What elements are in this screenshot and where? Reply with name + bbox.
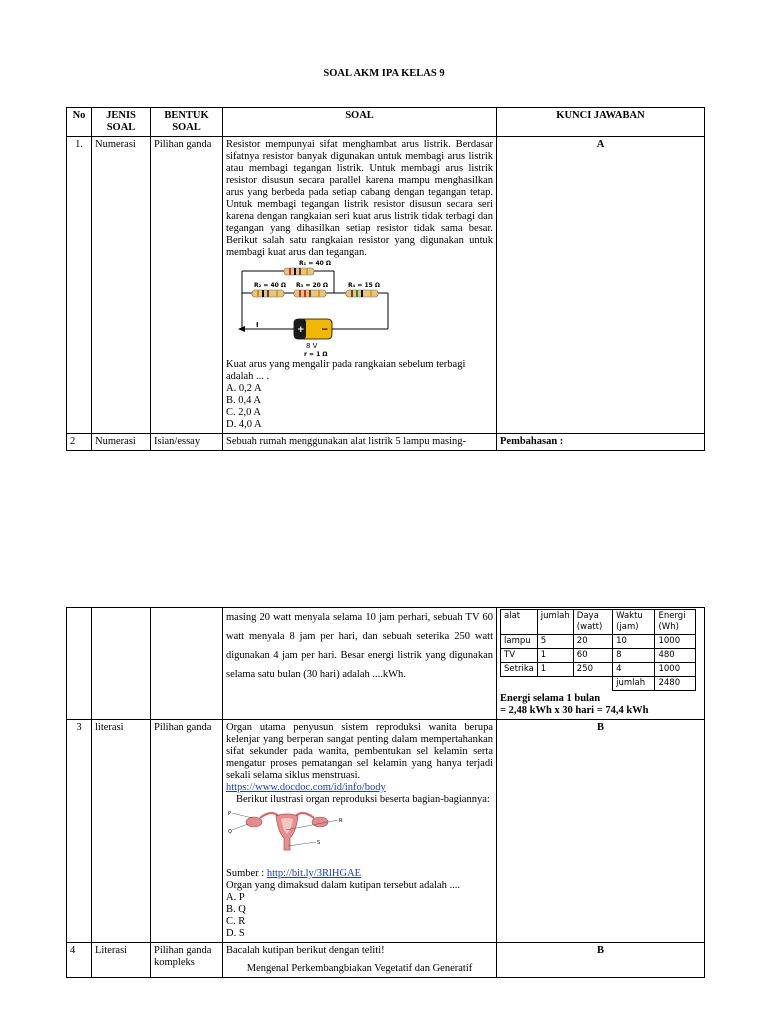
q3-option-a: A. P [226, 892, 245, 903]
label-r: R [339, 818, 343, 824]
table-row [67, 434, 705, 451]
label-s: S [317, 840, 321, 846]
q2-no: 2 [67, 434, 92, 451]
energy-table-header: alat jumlah Daya (watt) Waktu (jam) Energi (Wh) [501, 610, 696, 635]
table-row [67, 137, 705, 434]
label-r1: R₁ = 40 Ω [299, 260, 331, 267]
q3-link[interactable]: https://www.docdoc.com/id/info/body [226, 782, 386, 793]
q3-bentuk: Pilihan ganda [151, 720, 223, 943]
question-table-page-1 [66, 107, 705, 451]
header-kunci: KUNCI JAWABAN [497, 108, 705, 137]
q1-option-b: B. 0,4 A [226, 395, 262, 406]
energy-table [500, 609, 696, 691]
q3-source-link[interactable]: http://bit.ly/3RlHGAE [266, 868, 362, 879]
q4-subtitle: Mengenal Perkembangbiakan Vegetatif dan Generatif [246, 963, 473, 974]
q2-jenis: Numerasi [92, 434, 151, 451]
q3-option-d: D. S [226, 928, 245, 939]
q4-answer: B [497, 943, 705, 978]
header-jenis: JENIS SOAL [92, 108, 151, 137]
label-r2: R₂ = 40 Ω [254, 282, 286, 289]
page-title: SOAL AKM IPA KELAS 9 [323, 68, 445, 79]
question-table-page-2 [66, 607, 705, 978]
label-minus: − [321, 325, 329, 335]
q1-option-d: D. 4,0 A [226, 419, 262, 430]
q4-soal [223, 943, 497, 978]
circuit-diagram [228, 259, 398, 359]
label-current: I [256, 321, 259, 329]
q2-explanation [497, 608, 705, 720]
q2-bentuk: Isian/essay [151, 434, 223, 451]
energy-table-row: lampu 5 20 10 1000 [501, 635, 696, 649]
label-voltage: 8 V [306, 342, 318, 350]
q2-pembahasan: Pembahasan : [497, 434, 705, 451]
q3-option-b: B. Q [226, 904, 246, 915]
table-row [67, 943, 705, 978]
q1-no: 1. [67, 137, 92, 434]
reproductive-organ-illustration [228, 806, 348, 858]
table-row [67, 720, 705, 943]
header-bentuk: BENTUK SOAL [151, 108, 223, 137]
q4-no: 4 [67, 943, 92, 978]
table-row [67, 608, 705, 720]
q1-bentuk: Pilihan ganda [151, 137, 223, 434]
q1-answer: A [497, 137, 705, 434]
q4-bentuk: Pilihan ganda kompleks [151, 943, 223, 978]
energy-line-2: = 2,48 kWh x 30 hari = 74,4 kWh [500, 705, 649, 716]
q3-text2: Berikut ilustrasi organ reproduksi beserta bagian-bagiannya: [236, 794, 490, 805]
q2-text-start: Sebuah rumah menggunakan alat listrik 5 lampu masing- [223, 434, 497, 451]
q3-text: Organ utama penyusun sistem reproduksi wanita berupa kelenjar yang berperan sangat penting dalam mempertahankan sifat sekunder pada wanita, pembentukan sel kelamin serta mengatur proses pematangan sel kelamin yang hanya terjadi sekali selama siklus menstruasi. [226, 722, 493, 781]
q3-question: Organ yang dimaksud dalam kutipan tersebut adalah .... [226, 880, 460, 891]
q3-option-c: C. R [226, 916, 246, 927]
q3-jenis: literasi [92, 720, 151, 943]
label-r4: R₄ = 15 Ω [348, 282, 380, 289]
q1-option-c: C. 2,0 A [226, 407, 262, 418]
label-plus: + [297, 325, 305, 335]
header-soal: SOAL [223, 108, 497, 137]
label-q: Q [228, 829, 232, 835]
header-no: No [67, 108, 92, 137]
q3-soal [223, 720, 497, 943]
label-r3: R₃ = 20 Ω [296, 282, 328, 289]
q1-jenis: Numerasi [92, 137, 151, 434]
energy-line-1: Energi selama 1 bulan [500, 693, 601, 704]
energy-table-row: Setrika 1 250 4 1000 [501, 663, 696, 677]
q1-soal [223, 137, 497, 434]
q3-source-label: Sumber : [226, 868, 267, 879]
q1-text: Resistor mempunyai sifat menghambat arus listrik. Berdasar sifatnya resistor banyak digunakan untuk membagi arus listrik atau membagi tegangan listrik. Untuk membagi arus listrik resistor disusun secara parallel karena mampu menghasilkan arus yang berbeda pada setiap cabang dengan tegangan tetap. Untuk membagi tegangan listrik resistor disusun secara seri karena dengan rangkaian seri kuat arus listrik tidak terbagi dan tegangan yang dihasilkan setiap resistor tidak sama besar. Berikut salah satu rangkaian resistor yang digunakan untuk membagi kuat arus dan tegangan. [226, 139, 493, 258]
energy-table-total: jumlah 2480 [501, 677, 696, 691]
q3-answer: B [497, 720, 705, 943]
q1-question: Kuat arus yang mengalir pada rangkaian sebelum terbagi adalah ... . [226, 359, 466, 382]
q2-text-cont: masing 20 watt menyala selama 10 jam perhari, sebuah TV 60 watt menyala 8 jam per hari, dan sebuah seterika 250 watt digunakan 4 jam per hari. Besar energi listrik yang digunakan selama satu bulan (30 hari) adalah ....kWh. [223, 608, 497, 720]
label-p: P [228, 811, 232, 817]
header-row [67, 108, 705, 137]
q4-jenis: Literasi [92, 943, 151, 978]
q3-no: 3 [67, 720, 92, 943]
energy-table-row: TV 1 60 8 480 [501, 649, 696, 663]
q4-text: Bacalah kutipan berikut dengan teliti! [226, 945, 385, 956]
q1-option-a: A. 0,2 A [226, 383, 262, 394]
label-internal: r = 1 Ω [304, 351, 328, 358]
